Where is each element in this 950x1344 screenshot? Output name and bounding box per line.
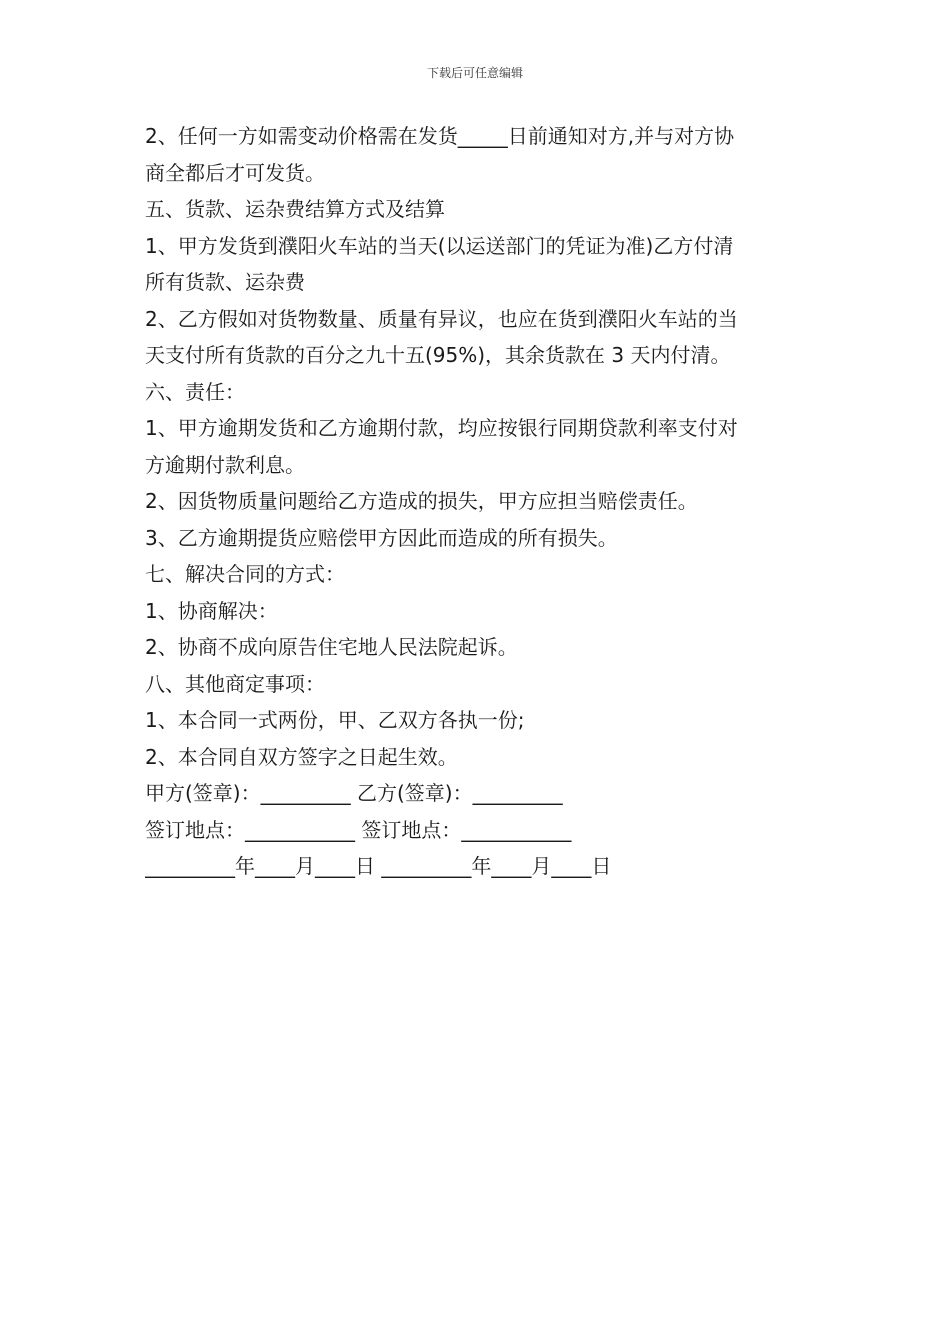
clause-price-change-notice-line2: 商全都后才可发货。 bbox=[145, 160, 325, 185]
clause-payment-on-arrival-line2: 所有货款、运杂费 bbox=[145, 270, 305, 294]
clause-effective-date: 2、本合同自双方签字之日起生效。 bbox=[145, 744, 458, 769]
clause-price-change-notice-line1: 2、任何一方如需变动价格需在发货_____日前通知对方,并与对方协 bbox=[145, 124, 735, 148]
clause-court-litigation: 2、协商不成向原告住宅地人民法院起诉。 bbox=[145, 635, 518, 659]
clause-copies: 1、本合同一式两份，甲、乙双方各执一份; bbox=[145, 708, 525, 732]
clause-negotiation: 1、协商解决： bbox=[145, 598, 278, 623]
clause-quality-compensation: 2、因货物质量问题给乙方造成的损失，甲方应担当赔偿责任。 bbox=[145, 489, 698, 513]
section-heading-liability: 六、责任： bbox=[145, 379, 245, 404]
section-heading-other-matters: 八、其他商定事项： bbox=[145, 671, 325, 696]
clause-late-delivery-line2: 方逾期付款利息。 bbox=[145, 452, 305, 477]
clause-payment-on-arrival-line1: 1、甲方发货到濮阳火车站的当天(以运送部门的凭证为准)乙方付清 bbox=[145, 233, 734, 258]
clause-dispute-payment-line1: 2、乙方假如对货物数量、质量有异议，也应在货到濮阳火车站的当 bbox=[145, 306, 738, 331]
clause-late-delivery-line1: 1、甲方逾期发货和乙方逾期付款，均应按银行同期贷款利率支付对 bbox=[145, 416, 738, 440]
clause-late-pickup-compensation: 3、乙方逾期提货应赔偿甲方因此而造成的所有损失。 bbox=[145, 525, 618, 550]
section-heading-settlement: 五、货款、运杂费结算方式及结算 bbox=[145, 197, 445, 221]
signature-line: 甲方(签章)：_________ 乙方(签章)：_________ bbox=[145, 781, 563, 805]
signing-location-line: 签订地点：___________ 签订地点：___________ bbox=[145, 817, 572, 842]
document-body bbox=[145, 118, 810, 885]
clause-dispute-payment-line2: 天支付所有货款的百分之九十五(95%)，其余货款在 3 天内付清。 bbox=[145, 343, 731, 367]
signing-date-line: _________年____月____日 _________年____月____日 bbox=[145, 854, 612, 878]
page-header-note: 下载后可任意编辑 bbox=[426, 66, 523, 80]
section-heading-dispute-resolution: 七、解决合同的方式： bbox=[145, 562, 345, 586]
